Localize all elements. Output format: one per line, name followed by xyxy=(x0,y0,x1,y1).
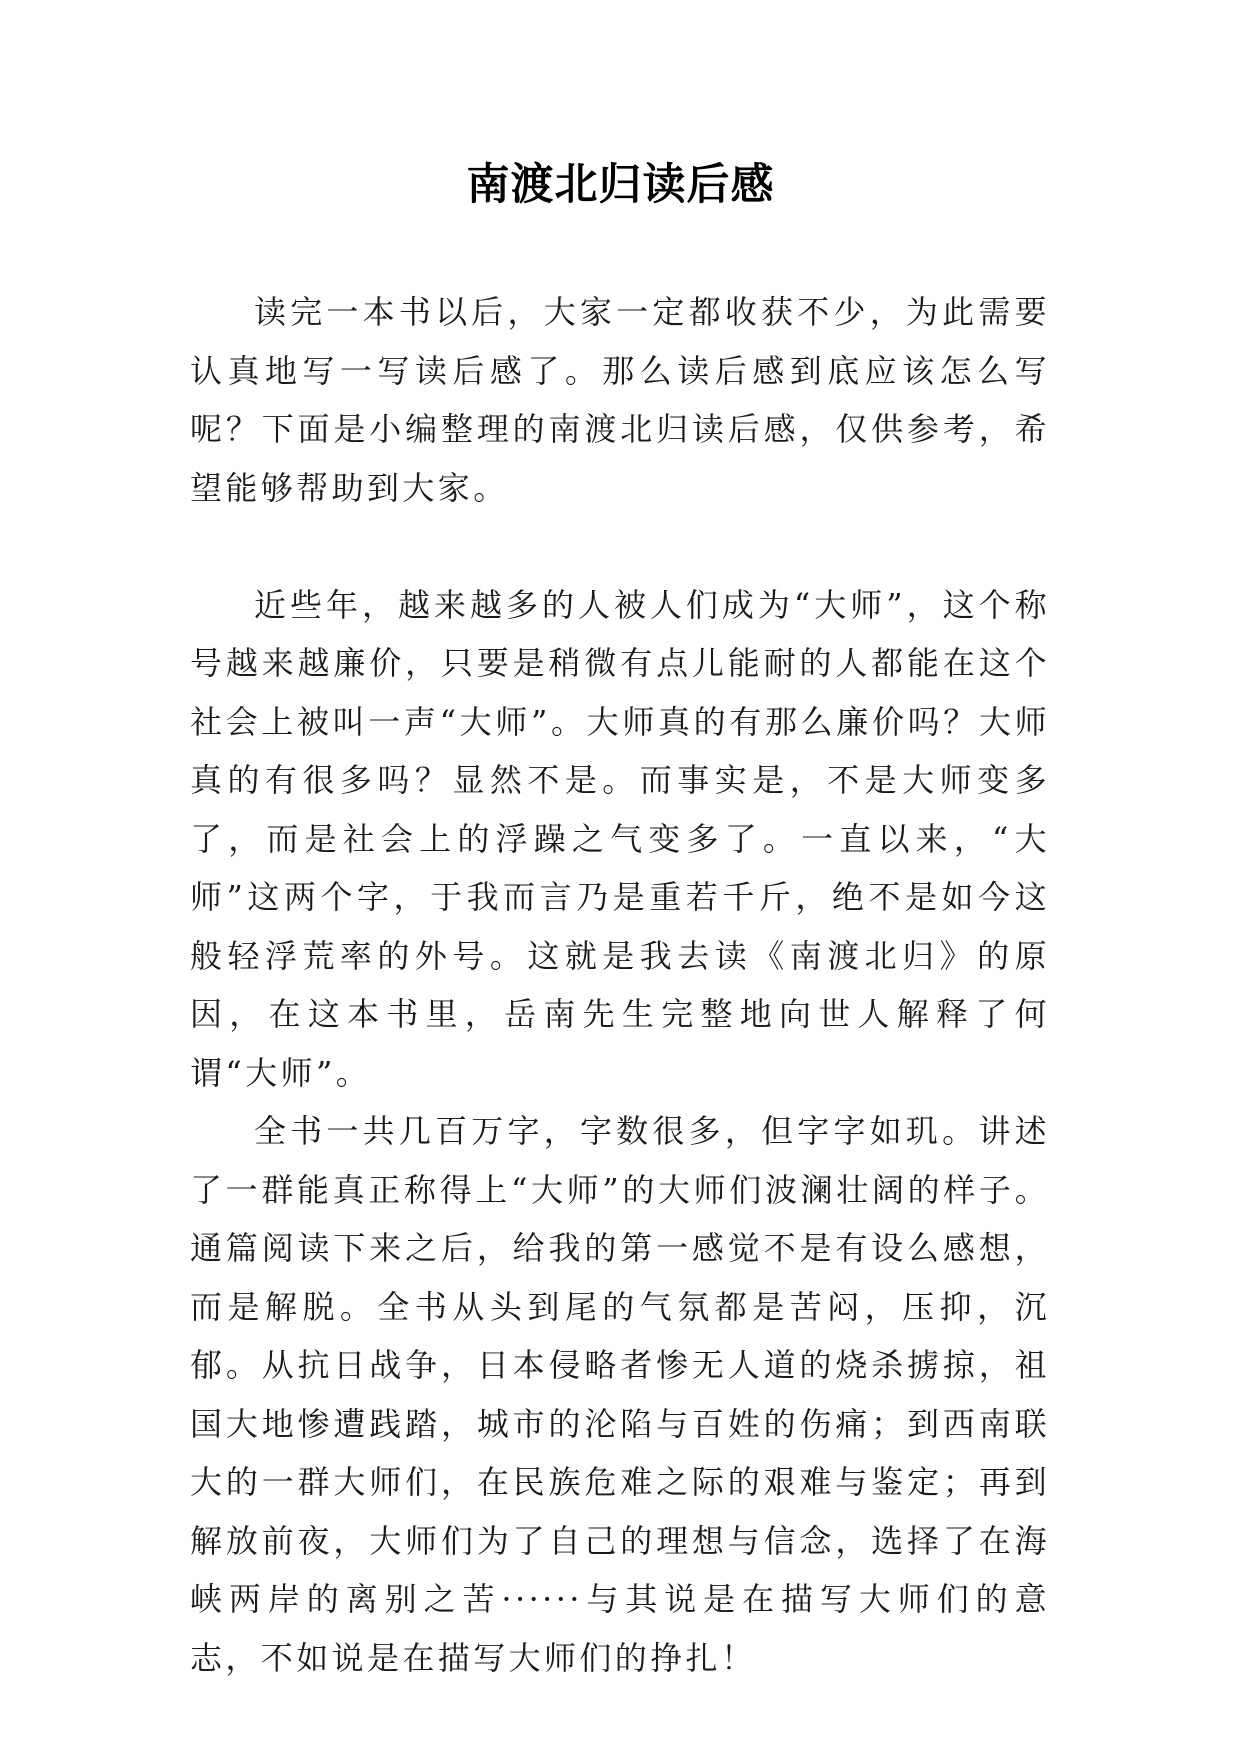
paragraph-spacer xyxy=(190,517,1050,576)
body-paragraph-book: 全书一共几百万字，字数很多，但字字如玑。讲述了一群能真正称得上“大师”的大师们波澜壮阔的样子。通篇阅读下来之后，给我的第一感觉不是有设么感想，而是解脱。全书从头到尾的气氛都是苦闷，压抑，沉郁。从抗日战争，日本侵略者惨无人道的烧杀掳掠，祖国大地惨遭践踏，城市的沦陷与百姓的伤痛；到西南联大的一群大师们，在民族危难之际的艰难与鉴定；再到解放前夜，大师们为了自己的理想与信念，选择了在海峡两岸的离别之苦······与其说是在描写大师们的意志，不如说是在描写大师们的挣扎！ xyxy=(190,1112,1050,1677)
document-body xyxy=(190,283,1050,1687)
document-title: 南渡北归读后感 xyxy=(466,160,775,210)
intro-paragraph: 读完一本书以后，大家一定都收获不少，为此需要认真地写一写读后感了。那么读后感到底应该怎么写呢？下面是小编整理的南渡北归读后感，仅供参考，希望能够帮助到大家。 xyxy=(190,293,1050,507)
body-paragraph-masters: 近些年，越来越多的人被人们成为“大师”，这个称号越来越廉价，只要是稍微有点儿能耐的人都能在这个社会上被叫一声“大师”。大师真的有那么廉价吗？大师真的有很多吗？显然不是。而事实是，不是大师变多了，而是社会上的浮躁之气变多了。一直以来，“大师”这两个字，于我而言乃是重若千斤，绝不是如今这般轻浮荒率的外号。这就是我去读《南渡北归》的原因，在这本书里，岳南先生完整地向世人解释了何谓“大师”。 xyxy=(190,585,1050,1092)
